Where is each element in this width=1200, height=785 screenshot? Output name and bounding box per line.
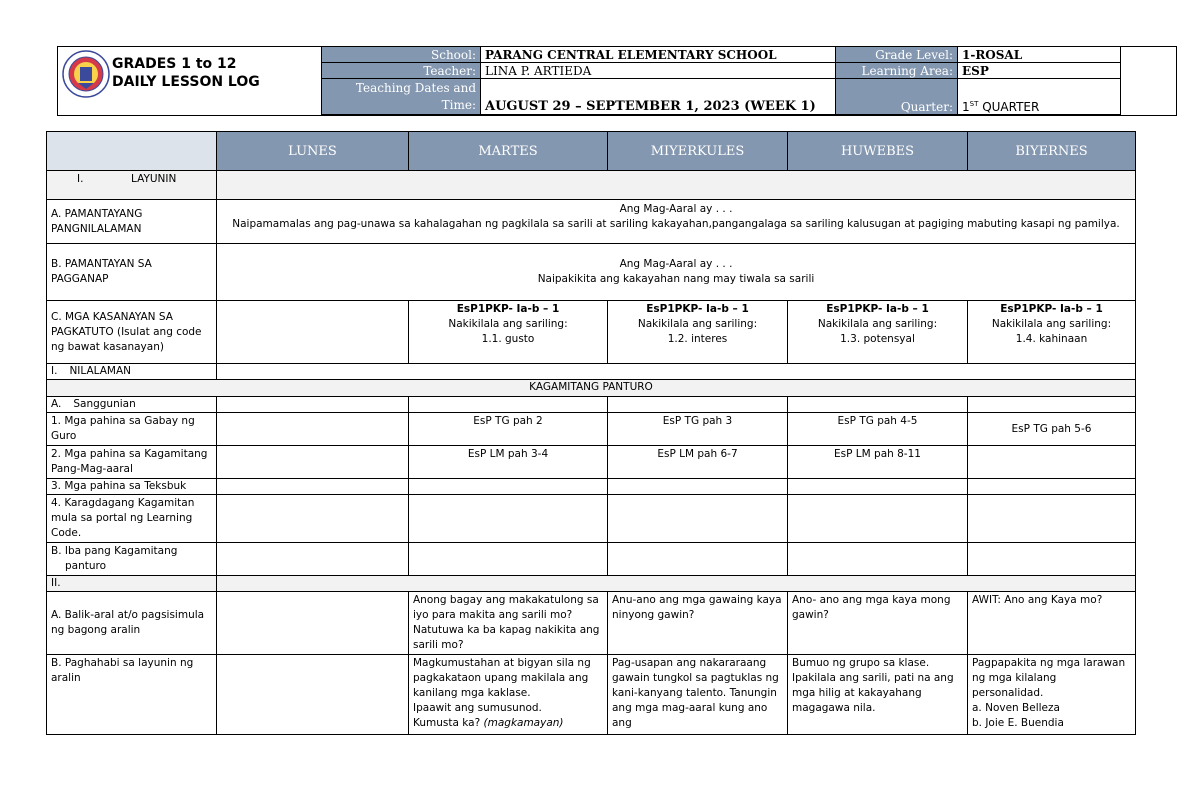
day-lunes: LUNES [217,132,409,171]
gabay-miyerkules: EsP TG pah 3 [608,413,788,446]
paghahabi-row [47,655,1136,735]
karagdagan-label: 4. Karagdagang Kagamitan mula sa portal ng Learning Code. [47,495,217,543]
sanggunian-row [47,397,1136,413]
balik-aral-martes: Anong bagay ang makakatulong sa iyo para makita ang sarili mo? Natutuwa ka ba kapag nakikita ang sarili mo? [409,592,608,655]
paghahabi-biyernes: Pagpapakita ng mga larawan ng mga kilalang personalidad. a. Noven Belleza b. Joie E. Buendia [968,655,1136,735]
teacher-value: LINA P. ARTIEDA [481,63,836,79]
balik-aral-row [47,592,1136,655]
iba-label: B. Iba pang Kagamitang panturo [47,543,217,576]
balik-aral-biyernes: AWIT: Ano ang Kaya mo? [968,592,1136,655]
kasanayan-row [47,301,1136,364]
pamantayang-pangnilalaman-label: A. PAMANTAYANG PANGNILALAMAN [47,200,217,244]
paghahabi-martes: Magkumustahan at bigyan sila ng pagkakataon upang makilala ang kanilang mga kaklase. Ipaawit ang sumusunod. Kumusta ka? (magkamayan) [409,655,608,735]
teksbuk-row [47,479,1136,495]
deped-seal-logo [62,50,110,98]
day-martes: MARTES [409,132,608,171]
lm-huwebes: EsP LM pah 8-11 [788,446,968,479]
dates-value: AUGUST 29 – SEPTEMBER 1, 2023 (WEEK 1) [481,79,836,115]
pamantayan-pagganap-row [47,244,1136,301]
balik-aral-miyerkules: Anu-ano ang mga gawaing kaya ninyong gawin? [608,592,788,655]
kasanayan-martes: EsP1PKP- Ia-b – 1 Nakikilala ang sariling: 1.1. gusto [409,301,608,364]
day-huwebes: HUWEBES [788,132,968,171]
kasanayan-huwebes: EsP1PKP- Ia-b – 1 Nakikilala ang sariling: 1.3. potensyal [788,301,968,364]
balik-aral-label: A. Balik-aral at/o pagsisimula ng bagong aralin [47,592,217,655]
school-label: School: [322,47,481,63]
nilalaman-label: I. NILALAMAN [47,364,217,380]
kagamitang-panturo-heading: KAGAMITANG PANTURO [47,380,1136,397]
doc-title-line1: GRADES 1 to 12 [112,56,237,72]
day-header-row [47,132,1136,171]
paghahabi-huwebes: Bumuo ng grupo sa klase. Ipakilala ang sarili, pati na ang mga hilig at kakayahang magagawa nila. [788,655,968,735]
lesson-log-table [46,131,1136,735]
layunin-row [47,171,1136,200]
kasanayan-biyernes: EsP1PKP- Ia-b – 1 Nakikilala ang sariling: 1.4. kahinaan [968,301,1136,364]
area-label: Learning Area: [836,63,958,79]
ii-row [47,576,1136,592]
teksbuk-label: 3. Mga pahina sa Teksbuk [47,479,217,495]
pamantayang-pangnilalaman-content: Ang Mag-Aaral ay . . . Naipamamalas ang pag-unawa sa kahalagahan ng pagkilala sa sarili at sariling kakayahan,pangangalaga sa sariling kalusugan at pagiging mabuting kasapi ng pamilya. [217,200,1136,244]
pamantayan-pagganap-label: B. PAMANTAYAN SA PAGGANAP [47,244,217,301]
grade-label: Grade Level: [836,47,958,63]
dates-label: Teaching Dates and Time: [322,79,481,115]
lm-row [47,446,1136,479]
teacher-label: Teacher: [322,63,481,79]
layunin-label: I. LAYUNIN [47,171,217,200]
pamantayan-pagganap-content: Ang Mag-Aaral ay . . . Naipakikita ang kakayahan nang may tiwala sa sarili [217,244,1136,301]
sanggunian-label: A. Sanggunian [47,397,217,413]
paghahabi-miyerkules: Pag-usapan ang nakararaang gawain tungkol sa pagtuklas ng kani-kanyang talento. Tanungin ang mga mag-aaral kung ano ang [608,655,788,735]
lm-label: 2. Mga pahina sa Kagamitang Pang-Mag-aaral [47,446,217,479]
balik-aral-huwebes: Ano- ano ang mga kaya mong gawin? [788,592,968,655]
kasanayan-miyerkules: EsP1PKP- Ia-b – 1 Nakikilala ang sariling: 1.2. interes [608,301,788,364]
ii-label: II. [47,576,217,592]
area-value: ESP [958,63,1121,79]
header-info-table [321,46,1121,115]
nilalaman-row [47,364,1136,380]
pamantayang-pangnilalaman-row [47,200,1136,244]
corner-cell [47,132,217,171]
gabay-biyernes: EsP TG pah 5-6 [968,413,1136,446]
doc-title-line2: DAILY LESSON LOG [112,74,260,90]
paghahabi-label: B. Paghahabi sa layunin ng aralin [47,655,217,735]
quarter-label: Quarter: [836,79,958,115]
karagdagan-row [47,495,1136,543]
grade-value: 1-ROSAL [958,47,1121,63]
school-value: PARANG CENTRAL ELEMENTARY SCHOOL [481,47,836,63]
quarter-value: 1ST QUARTER [958,79,1121,115]
gabay-huwebes: EsP TG pah 4-5 [788,413,968,446]
gabay-row [47,413,1136,446]
lm-miyerkules: EsP LM pah 6-7 [608,446,788,479]
gabay-label: 1. Mga pahina sa Gabay ng Guro [47,413,217,446]
day-biyernes: BIYERNES [968,132,1136,171]
kagamitang-row [47,380,1136,397]
day-miyerkules: MIYERKULES [608,132,788,171]
gabay-martes: EsP TG pah 2 [409,413,608,446]
lm-martes: EsP LM pah 3-4 [409,446,608,479]
kasanayan-label: C. MGA KASANAYAN SA PAGKATUTO (Isulat ang code ng bawat kasanayan) [47,301,217,364]
iba-row [47,543,1136,576]
